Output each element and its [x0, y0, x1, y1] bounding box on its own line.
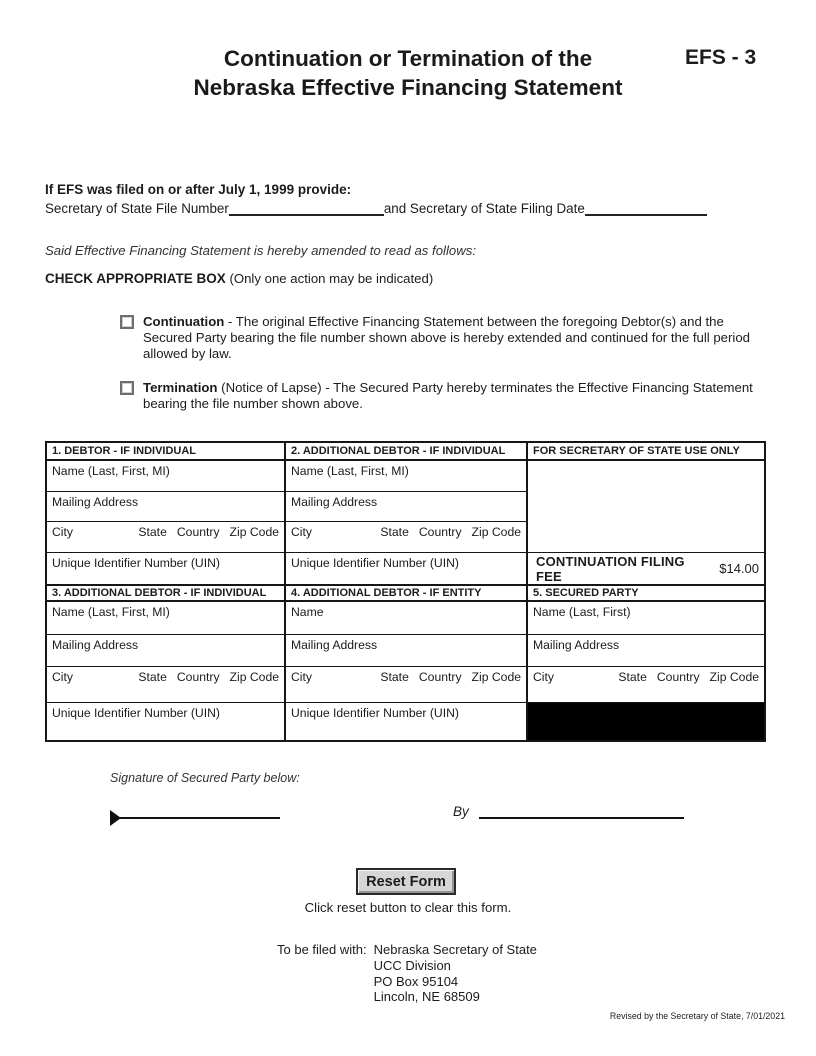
filing-address-line: PO Box 95104 — [373, 973, 459, 989]
state-label: State — [138, 670, 167, 684]
signature-label: Signature of Secured Party below: — [110, 771, 300, 785]
filing-info-row — [45, 201, 707, 216]
check-heading-note: (Only one action may be indicated) — [229, 271, 434, 286]
debtor2-city-field[interactable] — [286, 522, 526, 553]
zip-label: Zip Code — [229, 525, 279, 539]
page-title-line1: Continuation or Termination of the — [223, 46, 593, 71]
zip-label: Zip Code — [229, 670, 279, 684]
state-label: State — [380, 525, 409, 539]
filing-address-label: To be filed with: — [277, 942, 367, 957]
redacted-cell — [528, 703, 764, 740]
debtor4-name-field[interactable]: Name — [286, 602, 526, 635]
table-column-3 — [528, 443, 764, 740]
secured-party-mailing-field[interactable]: Mailing Address — [528, 635, 764, 667]
termination-label: Termination — [143, 380, 218, 395]
header-secured-party: 5. SECURED PARTY — [528, 586, 764, 602]
fee-amount: $14.00 — [719, 561, 759, 576]
debtor1-uin-field[interactable]: Unique Identifier Number (UIN) — [47, 553, 284, 586]
header-debtor3: 3. ADDITIONAL DEBTOR - IF INDIVIDUAL — [47, 586, 284, 602]
file-number-field[interactable] — [229, 203, 384, 216]
debtor2-uin-field[interactable]: Unique Identifier Number (UIN) — [286, 553, 526, 586]
filing-date-label: and Secretary of State Filing Date — [383, 201, 585, 216]
filing-intro: If EFS was filed on or after July 1, 1999 provide: — [45, 182, 352, 197]
termination-checkbox[interactable] — [120, 381, 134, 395]
continuation-checkbox[interactable] — [120, 315, 134, 329]
debtor3-city-field[interactable] — [47, 667, 284, 703]
debtor3-name-field[interactable]: Name (Last, First, MI) — [47, 602, 284, 635]
file-number-label: Secretary of State File Number — [45, 201, 229, 216]
debtor2-name-field[interactable]: Name (Last, First, MI) — [286, 461, 526, 492]
zip-label: Zip Code — [471, 670, 521, 684]
continuation-text: - The original Effective Financing Statement between the foregoing Debtor(s) and the Secured Party bearing the file number shown above is hereby extended and continued for the full period allowed by law. — [143, 314, 751, 361]
city-label: City — [52, 670, 73, 684]
check-section-heading — [45, 271, 433, 286]
continuation-fee-note — [528, 553, 764, 586]
country-label: Country — [176, 525, 220, 539]
by-signature-group — [453, 804, 684, 819]
debtor3-uin-field[interactable]: Unique Identifier Number (UIN) — [52, 706, 220, 720]
secured-party-city-field[interactable] — [528, 667, 764, 703]
debtor-table — [45, 441, 766, 742]
state-label: State — [138, 525, 167, 539]
continuation-option — [120, 314, 768, 361]
country-label: Country — [656, 670, 700, 684]
filing-address-line: Nebraska Secretary of State — [373, 942, 537, 957]
by-label: By — [453, 804, 469, 819]
sos-use-area — [528, 461, 764, 553]
country-label: Country — [176, 670, 220, 684]
check-heading-bold: CHECK APPROPRIATE BOX — [45, 271, 226, 286]
form-code: EFS - 3 — [685, 46, 757, 69]
revision-note: Revised by the Secretary of State, 7/01/2021 — [609, 1011, 785, 1021]
city-label: City — [291, 670, 312, 684]
continuation-label: Continuation — [143, 314, 225, 329]
amendment-note: Said Effective Financing Statement is hereby amended to read as follows: — [45, 243, 477, 258]
header-debtor2: 2. ADDITIONAL DEBTOR - IF INDIVIDUAL — [286, 443, 526, 461]
secured-party-name-field[interactable]: Name (Last, First) — [528, 602, 764, 635]
debtor2-mailing-field[interactable]: Mailing Address — [286, 492, 526, 522]
zip-label: Zip Code — [709, 670, 759, 684]
termination-option — [120, 380, 768, 412]
filing-address-lines — [374, 942, 537, 1005]
state-label: State — [618, 670, 647, 684]
debtor4-mailing-field[interactable]: Mailing Address — [286, 635, 526, 667]
page-title-line2: Nebraska Effective Financing Statement — [193, 75, 623, 100]
table-column-2 — [286, 443, 528, 740]
debtor1-city-field[interactable] — [47, 522, 284, 553]
signature-line[interactable] — [120, 817, 280, 819]
header-debtor1: 1. DEBTOR - IF INDIVIDUAL — [47, 443, 284, 461]
reset-caption: Click reset button to clear this form. — [304, 900, 512, 915]
filing-address-line: UCC Division — [373, 957, 451, 973]
header-debtor4: 4. ADDITIONAL DEBTOR - IF ENTITY — [286, 586, 526, 602]
by-signature-line[interactable] — [479, 806, 684, 819]
reset-form-button[interactable]: Reset Form — [356, 868, 456, 895]
termination-text: (Notice of Lapse) - The Secured Party hereby terminates the Effective Financing Statement bearing the file number shown above. — [143, 380, 753, 411]
country-label: Country — [418, 525, 462, 539]
city-label: City — [533, 670, 554, 684]
table-column-1 — [47, 443, 286, 740]
fee-label: CONTINUATION FILING FEE — [536, 553, 685, 584]
continuation-description — [143, 314, 768, 361]
filing-date-field[interactable] — [585, 203, 707, 216]
debtor1-name-field[interactable]: Name (Last, First, MI) — [47, 461, 284, 492]
debtor1-mailing-field[interactable]: Mailing Address — [47, 492, 284, 522]
header-sos-use: FOR SECRETARY OF STATE USE ONLY — [528, 443, 764, 461]
filing-address-block — [277, 942, 537, 1005]
debtor4-city-field[interactable] — [286, 667, 526, 703]
city-label: City — [291, 525, 312, 539]
state-label: State — [380, 670, 409, 684]
zip-label: Zip Code — [471, 525, 521, 539]
filing-address-line: Lincoln, NE 68509 — [373, 989, 480, 1005]
city-label: City — [52, 525, 73, 539]
termination-description — [143, 380, 768, 412]
debtor3-mailing-field[interactable]: Mailing Address — [47, 635, 284, 667]
debtor4-uin-field[interactable]: Unique Identifier Number (UIN) — [291, 706, 459, 720]
country-label: Country — [418, 670, 462, 684]
